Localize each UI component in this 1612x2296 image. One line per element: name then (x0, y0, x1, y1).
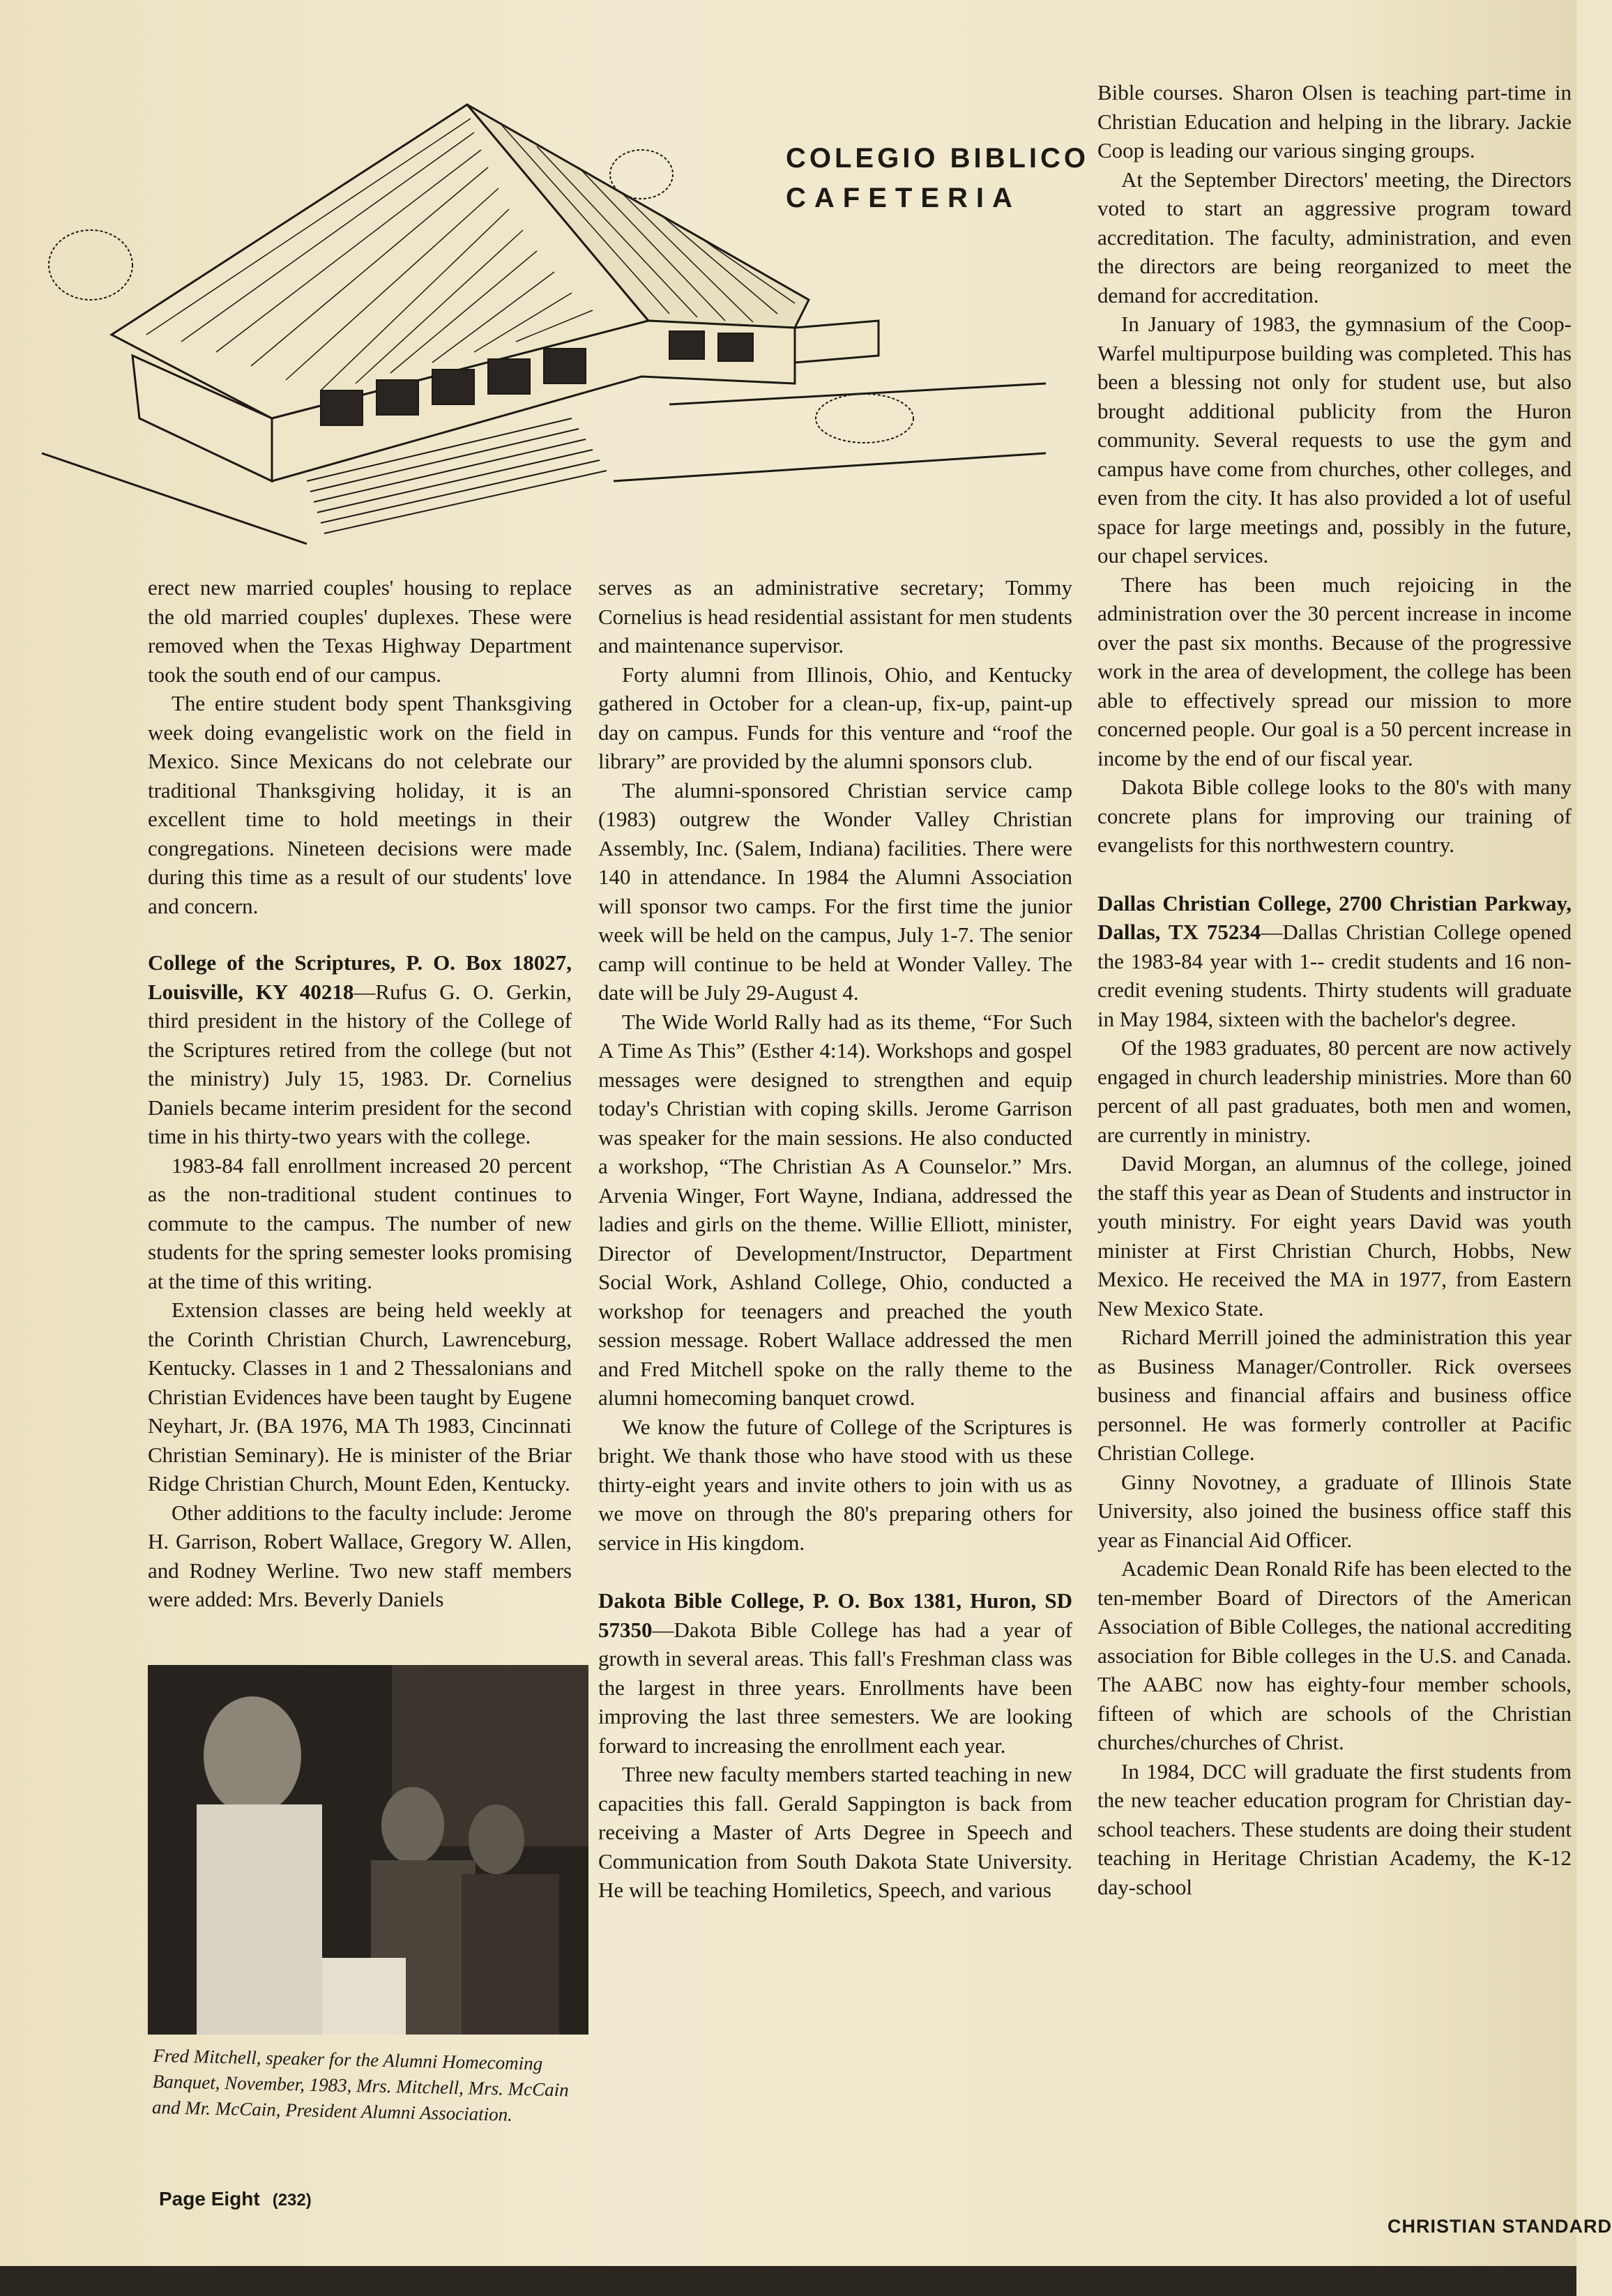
paragraph: Extension classes are being held weekly at the Corinth Christian Church, Lawrenceburg, Kentucky. Classes in 1 and 2 Thessalonians and Christian Evidences have been taught by Eugene Neyhart, Jr. (BA 1976, MA Th 1983, Cincinnati Christian Seminary). He is minister of the Briar Ridge Christian Church, Mount Eden, Kentucky. (148, 1298, 572, 1496)
paragraph: Of the 1983 graduates, 80 percent are now actively engaged in church leadership ministries. More than 60 percent of all past graduates, both men and women, are currently in ministry. (1097, 1035, 1572, 1147)
paragraph: Ginny Novotney, a graduate of Illinois State University, also joined the business office staff this year as Financial Aid Officer. (1097, 1469, 1572, 1552)
paragraph: The Wide World Rally had as its theme, “For Such A Time As This” (Esther 4:14). Workshops and gospel messages were designed to strengthen and equip today's Christian with coping skills. Jerome Garrison was speaker for the main sessions. He also conducted a workshop, “The Christian As A Counselor.” Mrs. Arvenia Winger, Fort Wayne, Indiana, addressed the ladies and girls on the theme. Willie Elliott, minister, Director of Development/Instructor, Department Social Work, Ashland College, Ohio, conducted a workshop for teenagers and preached the youth session message. Robert Wallace addressed the men and Fred Mitchell spoke on the rally theme to the alumni homecoming banquet crowd. (598, 1009, 1072, 1410)
page-label: Page Eight (159, 2188, 260, 2210)
section-heading: College of the Scriptures, P. O. Box 18027, Louisville, KY 40218 (148, 950, 572, 1004)
illustration-title-line2: CAFETERIA (786, 183, 1021, 213)
column-2 (598, 573, 1072, 1905)
page-index: (232) (272, 2191, 312, 2210)
paragraph: The alumni-sponsored Christian service camp (1983) outgrew the Wonder Valley Christian Assembly, Inc. (Salem, Indiana) facilities. There were 140 in attendance. In 1984 the Alumni Association will sponsor two camps. For the first time the junior week will be held on the campus, July 1-7. The senior camp will continue to be held at Wonder Valley. The date will be July 29-August 4. (598, 777, 1072, 1005)
paragraph: Dakota Bible college looks to the 80's with many concrete plans for improving our training of evangelists for this northwestern country. (1097, 775, 1572, 857)
photo-image (148, 1665, 588, 2035)
column-1-section (148, 948, 572, 1614)
paragraph: Other additions to the faculty include: Jerome H. Garrison, Robert Wallace, Gregory W. Allen, and Rodney Werline. Two new staff members were added: Mrs. Beverly Daniels (148, 1500, 572, 1611)
paragraph: 1983-84 fall enrollment increased 20 percent as the non-traditional student continues to commute to the campus. The number of new students for the spring semester looks promising at the time of this writing. (148, 1153, 572, 1293)
paragraph: The entire student body spent Thanksgiving week doing evangelistic work on the field in Mexico. Since Mexicans do not celebrate our traditional Thanksgiving holiday, it is an excellent time to hold meetings in their congregations. Nineteen decisions were made during this time as a result of our students' love and concern. (148, 691, 572, 918)
paragraph: There has been much rejoicing in the administration over the 30 percent increase in income over the past six months. Because of the progressive work in the area of development, the college has been able to effectively spread our mission to more concerned people. Our goal is a 50 percent increase in income by the end of our fiscal year. (1097, 572, 1572, 770)
paragraph: David Morgan, an alumnus of the college, joined the staff this year as Dean of Students and instructor in youth ministry. For eight years David was youth minister at First Christian Church, Hobbs, New Mexico. He received the MA in 1977, from Eastern New Mexico State. (1097, 1151, 1572, 1321)
paragraph: Academic Dean Ronald Rife has been elected to the ten-member Board of Directors of the American Association of Bible Colleges, the national accrediting association for Bible colleges in the U.S. and Canada. The AABC now has eighty-four member schools, fifteen of which are schools of the Christian churches/churches of Christ. (1097, 1556, 1572, 1754)
scan-edge (0, 2266, 1576, 2296)
column-1 (148, 573, 572, 920)
paragraph: —Rufus G. O. Gerkin, third president in the history of the College of the Scriptures retired from the college (but not the ministry) July 15, 1983. Dr. Cornelius Daniels became interim president for the second time in his thirty-two years with the college. (148, 979, 572, 1148)
publication-name: CHRISTIAN STANDARD (1387, 2216, 1612, 2237)
photo-caption: Fred Mitchell, speaker for the Alumni Homecoming Banquet, November, 1983, Mrs. Mitchell, Mrs. McCain and Mr. McCain, President Alumni Association. (151, 2044, 569, 2125)
banquet-photo (148, 1665, 588, 2035)
paragraph: —Dakota Bible College has had a year of growth in several areas. This fall's Freshman class was the largest in three years. Enrollments have been improving the last three semesters. We are looking forward to increasing the enrollment each year. (598, 1617, 1072, 1758)
page-number (159, 2188, 312, 2210)
paragraph: —Dallas Christian College opened the 1983-84 year with 1-- credit students and 16 non-credit evening students. Thirty students will graduate in May 1984, sixteen with the bachelor's degree. (1097, 920, 1572, 1031)
paragraph: In January of 1983, the gymnasium of the Coop-Warfel multipurpose building was completed. This has been a blessing not only for student use, but also brought additional publicity from the Huron community. Several requests to use the gym and campus have come from churches, other colleges, and even from the city. It has also provided a lot of useful space for large meetings and, possibly in the future, our chapel services. (1097, 312, 1572, 568)
paragraph: erect new married couples' housing to replace the old married couples' duplexes. These were removed when the Texas Highway Department took the south end of our campus. (148, 575, 572, 687)
paragraph: We know the future of College of the Scriptures is bright. We thank those who have stood with us these thirty-eight years and invite others to join with us as we move on through the 80's preparing others for service in His kingdom. (598, 1414, 1072, 1555)
paragraph: Three new faculty members started teaching in new capacities this fall. Gerald Sappington is back from receiving a Master of Arts Degree in Speech and Communication from South Dakota State University. He will be teaching Homiletics, Speech, and various (598, 1762, 1072, 1902)
column-3 (1097, 78, 1572, 1901)
paragraph: serves as an administrative secretary; Tommy Cornelius is head residential assistant for men students and maintenance supervisor. (598, 575, 1072, 657)
paragraph: At the September Directors' meeting, the Directors voted to start an aggressive program toward accreditation. The faculty, administration, and even the directors are being reorganized to meet the demand for accreditation. (1097, 167, 1572, 307)
paragraph: Forty alumni from Illinois, Ohio, and Kentucky gathered in October for a clean-up, fix-up, paint-up day on campus. Funds for this venture and “roof the library” are provided by the alumni sponsors club. (598, 662, 1072, 773)
paragraph: In 1984, DCC will graduate the first students from the new teacher education program for Christian day-school teachers. These students are doing their student teaching in Heritage Christian Academy, the K-12 day-school (1097, 1758, 1572, 1899)
paragraph: Bible courses. Sharon Olsen is teaching part-time in Christian Education and helping in the library. Jackie Coop is leading our various singing groups. (1097, 80, 1572, 162)
section-heading: Dallas Christian College, 2700 Christian Parkway, Dallas, TX 75234 (1097, 890, 1572, 944)
illustration-title-line1: COLEGIO BIBLICO (786, 143, 1089, 174)
paragraph: Richard Merrill joined the administration this year as Business Manager/Controller. Rick oversees business and financial affairs and business office personnel. He was formerly controller at Pacific Christian College. (1097, 1325, 1572, 1465)
section-heading: Dakota Bible College, P. O. Box 1381, Huron, SD 57350 (598, 1588, 1072, 1642)
